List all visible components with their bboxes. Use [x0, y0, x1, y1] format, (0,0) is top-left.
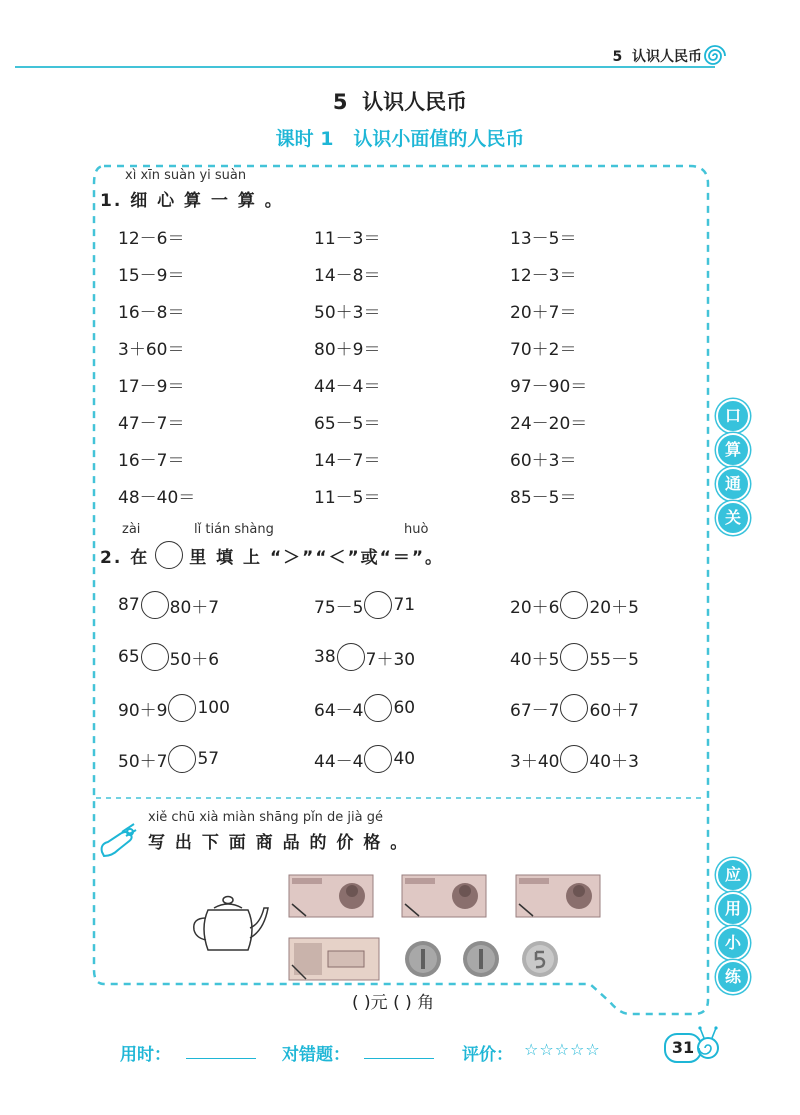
- side-tag-suan: 算: [716, 433, 750, 467]
- time-label: 用时：: [120, 1045, 171, 1065]
- q2-pinyin-litianshang: lǐ tián shàng: [194, 522, 274, 537]
- compare-right: 50＋6: [169, 649, 220, 670]
- side-tag-tong: 通: [716, 467, 750, 501]
- compare-circle[interactable]: [168, 694, 196, 722]
- side-tag-kou: 口: [716, 399, 750, 433]
- coin-1-jiao: [462, 940, 500, 982]
- compare-item: [510, 694, 639, 722]
- header-rule: [15, 66, 715, 68]
- compare-circle[interactable]: [141, 591, 169, 619]
- compare-right: 60＋7: [589, 700, 639, 721]
- arith-problem: 13－5＝: [510, 229, 577, 249]
- compare-left: 38: [314, 647, 336, 667]
- compare-left: 44－4: [314, 751, 364, 772]
- compare-left: 40＋5: [510, 649, 560, 670]
- compare-circle[interactable]: [364, 745, 392, 773]
- arith-problem: 60＋3＝: [510, 451, 577, 471]
- arith-problem: 16－8＝: [118, 303, 185, 323]
- compare-left: 65: [118, 647, 140, 667]
- side-tag-ying: 应: [716, 858, 750, 892]
- compare-left: 90＋9: [118, 700, 168, 721]
- arith-problem: 47－7＝: [118, 414, 185, 434]
- arith-problem: 16－7＝: [118, 451, 185, 471]
- compare-right: 100: [197, 698, 230, 718]
- side-tag-guan: 关: [716, 501, 750, 535]
- compare-right: 40＋3: [589, 751, 639, 772]
- errors-label: 对错题：: [282, 1045, 350, 1065]
- arith-problem: 14－8＝: [314, 266, 381, 286]
- running-header: 5 认识人民币: [612, 49, 702, 65]
- arith-problem: 80＋9＝: [314, 340, 381, 360]
- coin-5-jiao: [521, 940, 559, 982]
- q3-answer-blanks[interactable]: ( )元 ( ) 角: [352, 993, 435, 1013]
- compare-circle[interactable]: [560, 745, 588, 773]
- arith-problem: 65－5＝: [314, 414, 381, 434]
- compare-item: [314, 591, 415, 619]
- chapter-title: 5 认识人民币: [332, 90, 468, 114]
- arith-problem: 11－5＝: [314, 488, 381, 508]
- pencil-hand-icon: [96, 822, 140, 866]
- snail-icon: [694, 1026, 722, 1066]
- q1-title: 1. 细 心 算 一 算 。: [100, 191, 284, 211]
- q2-title-prefix: 2. 在: [100, 547, 150, 568]
- compare-left: 3＋40: [510, 751, 560, 772]
- arith-problem: 12－3＝: [510, 266, 577, 286]
- compare-circle[interactable]: [364, 591, 392, 619]
- compare-right: 20＋5: [589, 597, 639, 618]
- rating-stars[interactable]: ☆☆☆☆☆: [524, 1040, 601, 1059]
- compare-right: 60: [393, 698, 416, 718]
- time-field[interactable]: [186, 1038, 256, 1059]
- arith-problem: 97－90＝: [510, 377, 588, 397]
- side-tag-xiao: 小: [716, 926, 750, 960]
- compare-circle[interactable]: [141, 643, 169, 671]
- banknote-1-yuan: [401, 874, 487, 922]
- page-number: 31: [664, 1033, 702, 1063]
- compare-right: 55－5: [589, 649, 639, 670]
- compare-circle[interactable]: [168, 745, 196, 773]
- arith-problem: 3＋60＝: [118, 340, 185, 360]
- q1-pinyin: xì xīn suàn yi suàn: [125, 168, 247, 183]
- arith-problem: 12－6＝: [118, 229, 185, 249]
- compare-left: 64－4: [314, 700, 364, 721]
- compare-right: 40: [393, 749, 416, 769]
- compare-left: 20＋6: [510, 597, 560, 618]
- lesson-title: 课时 1 认识小面值的人民币: [275, 128, 525, 150]
- compare-item: [510, 745, 639, 773]
- q2-title: [100, 541, 444, 569]
- arith-problem: 11－3＝: [314, 229, 381, 249]
- arith-problem: 70＋2＝: [510, 340, 577, 360]
- rating-label: 评价：: [462, 1045, 513, 1065]
- compare-item: [314, 694, 415, 722]
- compare-left: 50＋7: [118, 751, 168, 772]
- compare-left: 75－5: [314, 597, 364, 618]
- compare-circle[interactable]: [560, 643, 588, 671]
- coin-1-jiao: [404, 940, 442, 982]
- side-tag-yong: 用: [716, 892, 750, 926]
- arith-problem: 15－9＝: [118, 266, 185, 286]
- errors-field[interactable]: [364, 1038, 434, 1059]
- q2-pinyin-huo: huò: [404, 522, 429, 537]
- arith-problem: 44－4＝: [314, 377, 381, 397]
- arith-problem: 48－40＝: [118, 488, 196, 508]
- compare-item: [314, 745, 415, 773]
- arith-problem: 24－20＝: [510, 414, 588, 434]
- arith-problem: 50＋3＝: [314, 303, 381, 323]
- compare-left: 67－7: [510, 700, 560, 721]
- compare-circle[interactable]: [337, 643, 365, 671]
- compare-circle[interactable]: [560, 694, 588, 722]
- arith-problem: 14－7＝: [314, 451, 381, 471]
- compare-circle[interactable]: [364, 694, 392, 722]
- compare-item: [314, 643, 415, 671]
- q3-pinyin: xiě chū xià miàn shāng pǐn de jià gé: [148, 810, 384, 825]
- arith-problem: 85－5＝: [510, 488, 577, 508]
- banknote-1-yuan: [288, 874, 374, 922]
- arith-problem: 20＋7＝: [510, 303, 577, 323]
- q2-pinyin-zai: zài: [122, 522, 141, 537]
- compare-item: [510, 591, 639, 619]
- banknote-1-yuan: [515, 874, 601, 922]
- compare-right: 71: [393, 595, 416, 615]
- compare-item: [118, 745, 219, 773]
- compare-right: 7＋30: [365, 649, 416, 670]
- q3-title: 写 出 下 面 商 品 的 价 格 。: [148, 833, 410, 853]
- side-tag-lian: 练: [716, 960, 750, 994]
- compare-item: [118, 643, 219, 671]
- compare-right: 80＋7: [169, 597, 220, 618]
- compare-item: [118, 591, 219, 619]
- answer-circle: [155, 541, 183, 569]
- q2-title-suffix: 里 填 上 “＞”“＜”或“＝”。: [189, 547, 445, 568]
- compare-item: [118, 694, 230, 722]
- teapot-image: [186, 894, 276, 962]
- compare-left: 87: [118, 595, 140, 615]
- arith-problem: 17－9＝: [118, 377, 185, 397]
- compare-right: 57: [197, 749, 220, 769]
- banknote-5-jiao: [288, 937, 380, 985]
- compare-circle[interactable]: [560, 591, 588, 619]
- compare-item: [510, 643, 639, 671]
